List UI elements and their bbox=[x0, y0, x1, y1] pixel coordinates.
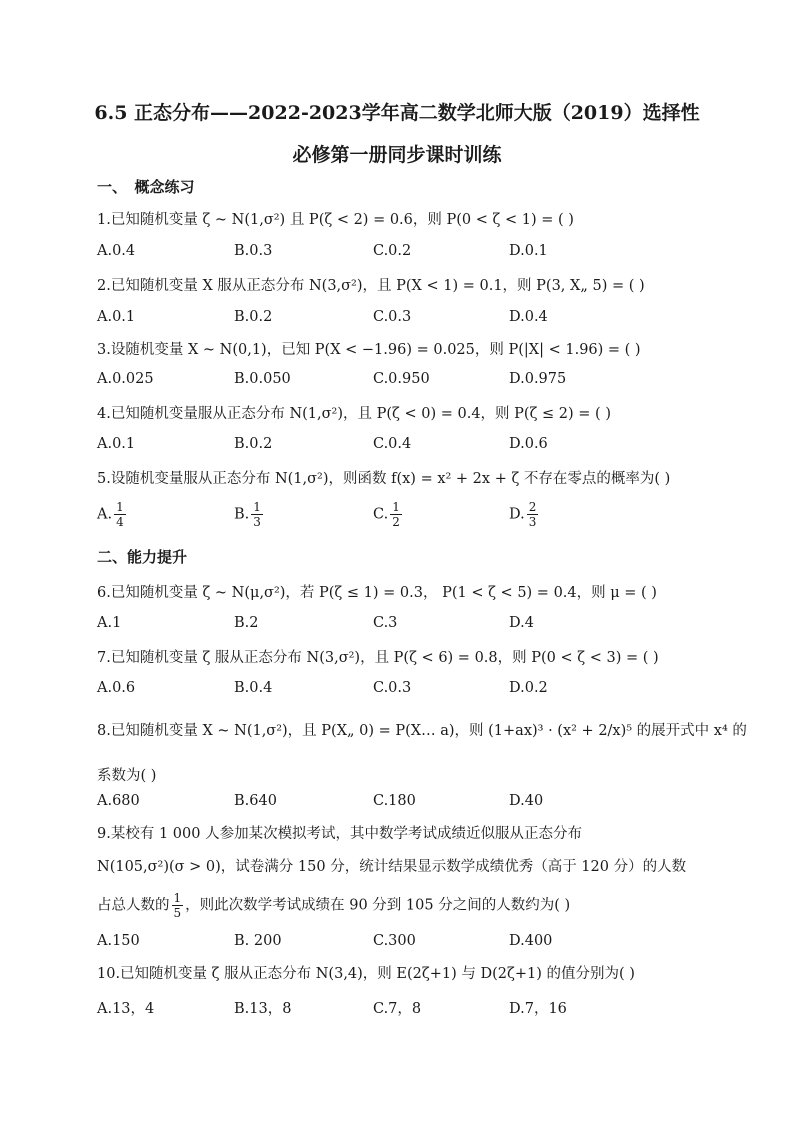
question-5: 5.设随机变量服从正态分布 N(1,σ²)，则函数 f(x) = x² + 2x + ζ 不存在零点的概率为( ) bbox=[97, 471, 671, 487]
question-9-text-part: 占总人数的 bbox=[97, 897, 170, 914]
question-8-continued: 系数为( ) bbox=[97, 768, 157, 784]
fraction-denominator: 5 bbox=[173, 906, 182, 920]
option-prefix: D. bbox=[509, 506, 525, 523]
options-q2 bbox=[97, 309, 657, 331]
option-d bbox=[509, 500, 540, 529]
fraction bbox=[114, 500, 126, 529]
option-d: D.0.975 bbox=[509, 371, 567, 387]
fraction bbox=[251, 500, 263, 529]
option-c bbox=[373, 500, 404, 529]
option-b: B.13，8 bbox=[234, 1001, 292, 1017]
section-heading-concept: 一、 概念练习 bbox=[97, 178, 195, 196]
fraction-denominator: 2 bbox=[392, 515, 400, 529]
option-d: D.7，16 bbox=[509, 1001, 567, 1017]
option-c: C.0.4 bbox=[373, 436, 412, 452]
option-c: C.3 bbox=[373, 615, 398, 631]
option-b bbox=[234, 500, 265, 529]
option-b: B.0.3 bbox=[234, 243, 273, 259]
fraction bbox=[527, 500, 539, 529]
options-q3 bbox=[97, 371, 657, 393]
option-a bbox=[97, 500, 128, 529]
option-b: B.640 bbox=[234, 793, 277, 809]
fraction bbox=[172, 891, 184, 920]
fraction-numerator: 1 bbox=[253, 500, 261, 514]
options-q1 bbox=[97, 243, 657, 265]
options-q7 bbox=[97, 680, 657, 702]
option-a: A.0.1 bbox=[97, 309, 136, 325]
option-c: C.180 bbox=[373, 793, 416, 809]
question-9-line3 bbox=[97, 891, 570, 920]
option-c: C.0.3 bbox=[373, 680, 412, 696]
option-d: D.0.2 bbox=[509, 680, 548, 696]
option-b: B.0.4 bbox=[234, 680, 273, 696]
option-b: B.0.050 bbox=[234, 371, 291, 387]
option-c: C.0.2 bbox=[373, 243, 412, 259]
option-d: D.0.6 bbox=[509, 436, 548, 452]
question-7: 7.已知随机变量 ζ 服从正态分布 N(3,σ²)，且 P(ζ < 6) = 0.8，则 P(0 < ζ < 3) = ( ) bbox=[97, 650, 659, 666]
question-9: 9.某校有 1 000 人参加某次模拟考试，其中数学考试成绩近似服从正态分布 bbox=[97, 826, 583, 842]
option-a: A.150 bbox=[97, 933, 140, 949]
option-b: B. 200 bbox=[234, 933, 282, 949]
option-d: D.40 bbox=[509, 793, 544, 809]
option-b: B.0.2 bbox=[234, 436, 273, 452]
option-c: C.0.3 bbox=[373, 309, 412, 325]
section-heading-ability: 二、能力提升 bbox=[97, 548, 188, 566]
question-4: 4.已知随机变量服从正态分布 N(1,σ²)，且 P(ζ < 0) = 0.4，则 P(ζ ≤ 2) = ( ) bbox=[97, 406, 611, 422]
option-a: A.0.6 bbox=[97, 680, 136, 696]
option-d: D.0.1 bbox=[509, 243, 548, 259]
question-2: 2.已知随机变量 X 服从正态分布 N(3,σ²)，且 P(X < 1) = 0.1，则 P(3, X„ 5) = ( ) bbox=[97, 278, 645, 294]
option-a: A.0.025 bbox=[97, 371, 154, 387]
fraction-denominator: 3 bbox=[528, 515, 537, 529]
option-b: B.2 bbox=[234, 615, 259, 631]
option-prefix: B. bbox=[234, 506, 250, 523]
question-8: 8.已知随机变量 X ~ N(1,σ²)，且 P(X„ 0) = P(X… a)，则 (1+ax)³ · (x² + 2/x)⁵ 的展开式中 x⁴ 的 bbox=[97, 723, 747, 739]
option-b: B.0.2 bbox=[234, 309, 273, 325]
fraction-numerator: 1 bbox=[116, 500, 124, 514]
options-q4 bbox=[97, 436, 657, 458]
question-10: 10.已知随机变量 ζ 服从正态分布 N(3,4)，则 E(2ζ+1) 与 D(2ζ+1) 的值分别为( ) bbox=[97, 966, 635, 982]
option-a: A.13，4 bbox=[97, 1001, 155, 1017]
option-a: A.0.4 bbox=[97, 243, 136, 259]
question-9-text-part: ，则此次数学考试成绩在 90 分到 105 分之间的人数约为( ) bbox=[185, 897, 571, 914]
fraction-denominator: 4 bbox=[116, 515, 124, 529]
option-d: D.0.4 bbox=[509, 309, 548, 325]
options-q5 bbox=[97, 500, 657, 536]
fraction-numerator: 1 bbox=[392, 500, 400, 514]
option-a: A.680 bbox=[97, 793, 140, 809]
option-a: A.0.1 bbox=[97, 436, 136, 452]
option-c: C.7，8 bbox=[373, 1001, 422, 1017]
option-d: D.4 bbox=[509, 615, 534, 631]
options-q10 bbox=[97, 997, 657, 1019]
option-c: C.0.950 bbox=[373, 371, 430, 387]
question-3: 3.设随机变量 X ~ N(0,1)，已知 P(X < −1.96) = 0.025，则 P(|X| < 1.96) = ( ) bbox=[97, 342, 641, 358]
question-1: 1.已知随机变量 ζ ~ N(1,σ²) 且 P(ζ < 2) = 0.6，则 P(0 < ζ < 1) = ( ) bbox=[97, 212, 574, 228]
option-prefix: A. bbox=[97, 506, 113, 523]
fraction-numerator: 2 bbox=[528, 500, 537, 514]
document-title-line1: 6.5 正态分布——2022-2023学年高二数学北师大版（2019）选择性 bbox=[94, 102, 700, 124]
question-9-line2: N(105,σ²)(σ > 0)，试卷满分 150 分，统计结果显示数学成绩优秀（高于 120 分）的人数 bbox=[97, 859, 687, 875]
fraction bbox=[390, 500, 402, 529]
option-c: C.300 bbox=[373, 933, 416, 949]
fraction-numerator: 1 bbox=[173, 891, 182, 905]
option-a: A.1 bbox=[97, 615, 122, 631]
option-d: D.400 bbox=[509, 933, 553, 949]
question-6: 6.已知随机变量 ζ ~ N(μ,σ²)，若 P(ζ ≤ 1) = 0.3， P(1 < ζ < 5) = 0.4，则 μ = ( ) bbox=[97, 585, 657, 601]
options-q9 bbox=[97, 933, 657, 955]
document-title-line2: 必修第一册同步课时训练 bbox=[292, 144, 502, 166]
option-prefix: C. bbox=[373, 506, 389, 523]
options-q6 bbox=[97, 615, 657, 637]
options-q8 bbox=[97, 793, 657, 815]
fraction-denominator: 3 bbox=[253, 515, 261, 529]
